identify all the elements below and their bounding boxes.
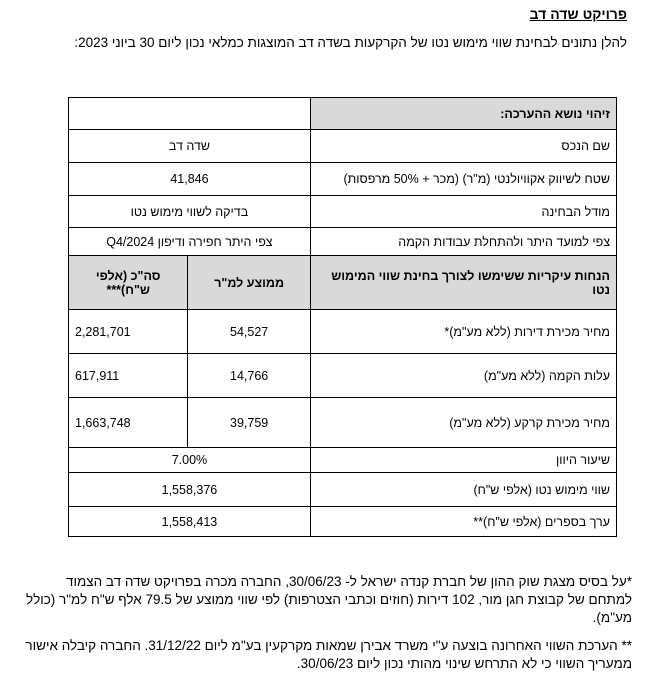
- row-value-model: בדיקה לשווי מימוש נטו: [69, 196, 311, 228]
- row-label-asset-name: שם הנכס: [310, 130, 616, 163]
- row-value-area: 41,846: [69, 163, 311, 196]
- row-label-permit: צפי למועד היתר ולהתחלת עבודות הקמה: [310, 228, 616, 256]
- row-value-permit: צפי היתר חפירה ודיפון Q4/2024: [69, 228, 311, 256]
- row-label-area: שטח לשיווק אקוויולנטי (מ"ר) (מכר + 50% מרפסות): [310, 163, 616, 196]
- assumptions-col-total: סה"כ (אלפי ש"ח)***: [69, 256, 188, 310]
- assumption-avg-land: 39,759: [188, 398, 310, 448]
- assumption-total-construction: 617,911: [69, 354, 188, 398]
- summary-label-discount: שיעור היוון: [310, 448, 616, 473]
- assumption-avg-construction: 14,766: [188, 354, 310, 398]
- summary-label-nrv: שווי מימוש נטו (אלפי ש"ח): [310, 473, 616, 507]
- assumption-total-land: 1,663,748: [69, 398, 188, 448]
- summary-value-book: 1,558,413: [69, 507, 311, 537]
- table-header-blank: [69, 98, 311, 130]
- assumption-label-land: מחיר מכירת קרקע (ללא מע"מ): [310, 398, 616, 448]
- intro-text: להלן נתונים לבחינת שווי מימוש נטו של הקרקעות בשדה דב המוצגות כמלאי נכון ליום 30 ביוני 2023:: [74, 35, 627, 50]
- assumptions-col-avg: ממוצע למ"ר: [188, 256, 310, 310]
- summary-value-discount: 7.00%: [69, 448, 311, 473]
- summary-value-nrv: 1,558,376: [69, 473, 311, 507]
- summary-label-book: ערך בספרים (אלפי ש"ח)**: [310, 507, 616, 537]
- assumption-label-construction: עלות הקמה (ללא מע"מ): [310, 354, 616, 398]
- valuation-table: [68, 97, 617, 537]
- assumption-label-apartments: מחיר מכירת דירות (ללא מע"מ)*: [310, 310, 616, 354]
- assumptions-header: הנחות עיקריות ששימשו לצורך בחינת שווי המימוש נטו: [310, 256, 616, 310]
- table-header-identification: זיהוי נושא ההערכה:: [310, 98, 616, 130]
- footnote-2: ** הערכת השווי האחרונה בוצעה ע"י משרד אבירן שמאות מקרקעין בע"מ ליום 31/12/22. החברה קיבלה אישור ממעריך השווי כי לא התרחש שינוי מהותי נכון ליום 30/06/23.: [25, 638, 632, 671]
- row-label-model: מודל הבחינה: [310, 196, 616, 228]
- row-value-asset-name: שדה דב: [69, 130, 311, 163]
- footnote-1: *על בסיס מצגת שוק ההון של חברת קנדה ישראל ל- 30/06/23, החברה מכרה בפרויקט שדה דב הצמוד למתחם של קבוצת חגן מור, 102 דירות (חוזים וכתבי הצטרפות) לפי שווי ממוצע של 79.5 אלף ש"ח למ"ר (כולל מע"מ).: [26, 574, 632, 625]
- assumption-total-apartments: 2,281,701: [69, 310, 188, 354]
- assumption-avg-apartments: 54,527: [188, 310, 310, 354]
- page-title: פרויקט שדה דב: [529, 6, 627, 22]
